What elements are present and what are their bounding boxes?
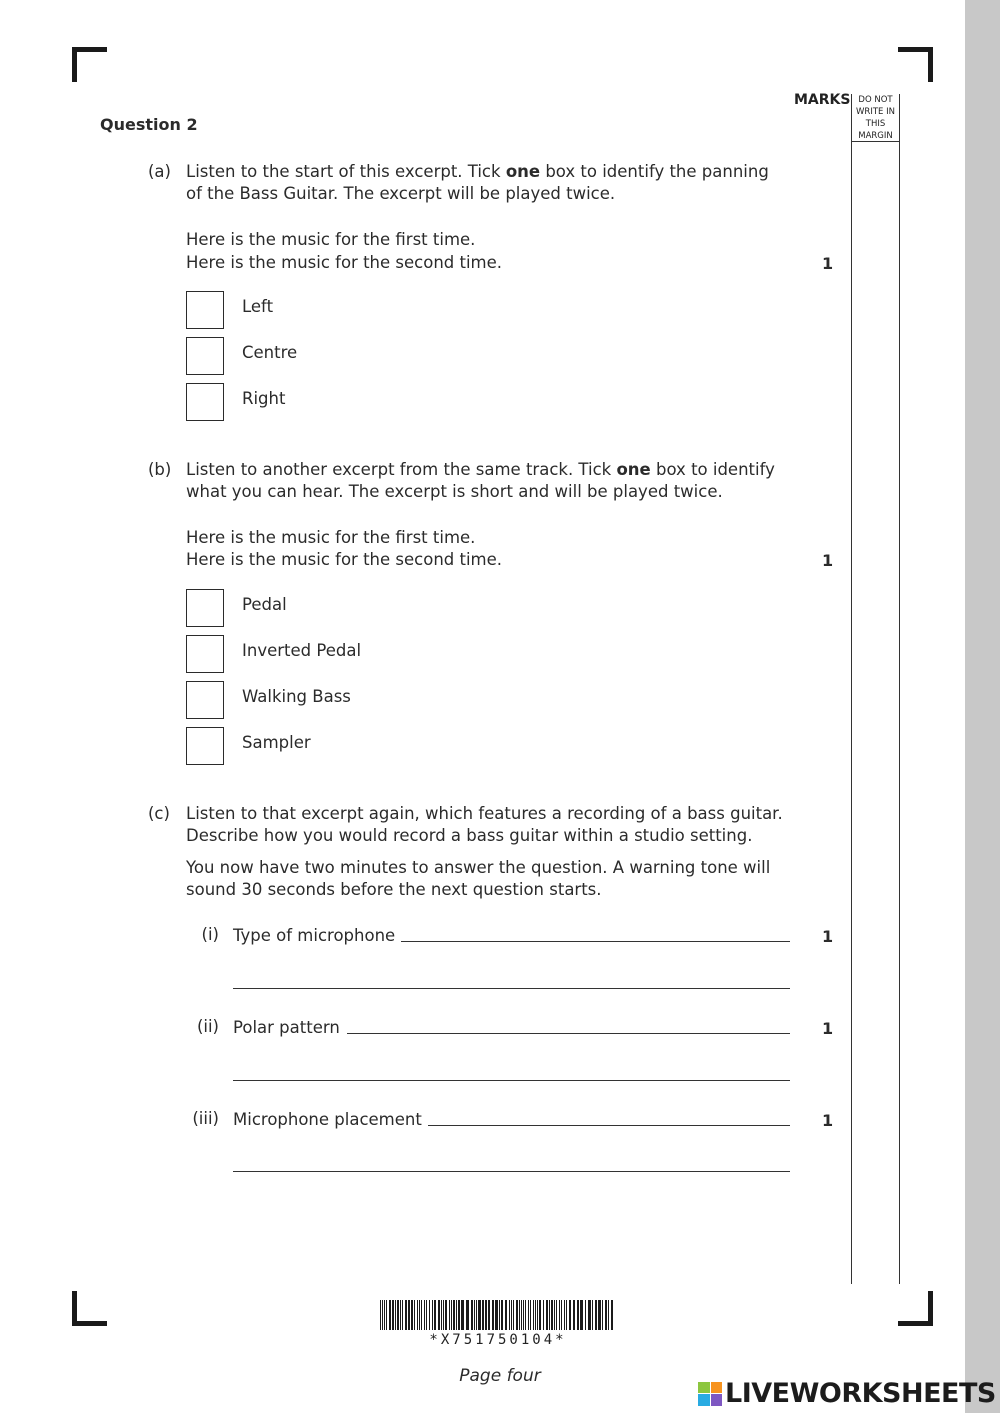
option-pedal-label: Pedal: [242, 595, 287, 614]
barcode-bar: [605, 1300, 607, 1330]
part-c-instruction-line2: sound 30 seconds before the next question starts.: [186, 880, 602, 899]
barcode-bar: [523, 1300, 524, 1330]
subpart-ii-marks: 1: [822, 1019, 834, 1038]
option-inverted-pedal-label: Inverted Pedal: [242, 641, 362, 660]
do-not-write-margin: [851, 94, 900, 1284]
part-b-number: (b): [148, 460, 172, 479]
checkbox-right[interactable]: [186, 383, 224, 421]
part-b-marks: 1: [822, 551, 834, 570]
subpart-i-label: Type of microphone: [233, 926, 396, 945]
barcode-bar: [525, 1300, 526, 1330]
barcode-bar: [577, 1300, 579, 1330]
liveworksheets-logo: [698, 1378, 996, 1409]
barcode-bar: [380, 1300, 381, 1330]
barcode-bar: [573, 1300, 575, 1330]
logo-tile-green: [698, 1382, 710, 1394]
part-a-number: (a): [148, 162, 171, 181]
part-c-prompt-line2: Describe how you would record a bass guitar within a studio setting.: [186, 826, 753, 845]
option-centre-label: Centre: [242, 343, 298, 362]
barcode-bar: [474, 1300, 475, 1330]
barcode-bar: [408, 1300, 410, 1330]
subpart-iii-label: Microphone placement: [233, 1110, 422, 1129]
barcode-bar: [478, 1300, 481, 1330]
barcode-bar: [397, 1300, 399, 1330]
crop-mark-bottom-left: [72, 1291, 107, 1326]
barcode-bar: [476, 1300, 477, 1330]
barcode-bar: [449, 1300, 450, 1330]
subpart-ii-number: (ii): [196, 1017, 219, 1036]
checkbox-left[interactable]: [186, 291, 224, 329]
type-of-microphone-input-line2[interactable]: [237, 965, 788, 989]
barcode-bar: [386, 1300, 387, 1330]
crop-mark-bottom-right: [898, 1291, 933, 1326]
barcode-bar: [488, 1300, 490, 1330]
barcode-bar: [608, 1300, 609, 1330]
barcode-bar: [501, 1300, 503, 1330]
barcode-bar: [400, 1300, 401, 1330]
option-sampler-label: Sampler: [242, 733, 311, 752]
barcode-bar: [598, 1300, 601, 1330]
liveworksheets-wordmark: LIVEWORKSHEETS: [725, 1378, 996, 1409]
barcode-bar: [432, 1300, 433, 1330]
barcode-bar: [456, 1300, 457, 1330]
subpart-iii-marks: 1: [822, 1111, 834, 1130]
type-of-microphone-input[interactable]: [405, 918, 788, 942]
barcode-bar: [530, 1300, 531, 1330]
question-title: Question 2: [100, 115, 198, 134]
logo-tile-purple: [711, 1394, 723, 1406]
subpart-ii-label: Polar pattern: [233, 1018, 340, 1037]
subpart-iii-number: (iii): [192, 1109, 219, 1128]
barcode-bar: [519, 1300, 520, 1330]
part-a-play-first: Here is the music for the first time.: [186, 230, 476, 249]
option-right-label: Right: [242, 389, 286, 408]
barcode-bar: [411, 1300, 413, 1330]
part-a-prompt-line1: Listen to the start of this excerpt. Tick one box to identify the panning: [186, 162, 769, 181]
barcode-bar: [485, 1300, 487, 1330]
barcode-bar: [546, 1300, 548, 1330]
barcode-bar: [561, 1300, 562, 1330]
barcode-bar: [421, 1300, 422, 1330]
barcode-bar: [471, 1300, 473, 1330]
checkbox-centre[interactable]: [186, 337, 224, 375]
option-left-label: Left: [242, 297, 274, 316]
checkbox-walking-bass[interactable]: [186, 681, 224, 719]
checkbox-inverted-pedal[interactable]: [186, 635, 224, 673]
barcode-bar: [602, 1300, 603, 1330]
subpart-i-marks: 1: [822, 927, 834, 946]
barcode-bar: [569, 1300, 571, 1330]
page-number: Page four: [459, 1366, 541, 1386]
barcode-bar: [492, 1300, 494, 1330]
barcode-bar: [482, 1300, 484, 1330]
barcode-bar: [554, 1300, 555, 1330]
barcode-bar: [611, 1300, 613, 1330]
logo-tile-blue: [698, 1394, 710, 1406]
barcode: [380, 1300, 616, 1330]
barcode-bar: [511, 1300, 512, 1330]
barcode-bar: [429, 1300, 430, 1330]
part-b-play-second: Here is the music for the second time.: [186, 550, 503, 569]
part-c-prompt-line1: Listen to that excerpt again, which features a recording of a bass guitar.: [186, 804, 783, 823]
part-c-number: (c): [148, 804, 170, 823]
barcode-bar: [384, 1300, 385, 1330]
crop-mark-top-right: [898, 47, 933, 82]
barcode-bar: [424, 1300, 425, 1330]
barcode-bar: [438, 1300, 440, 1330]
subpart-i-number: (i): [201, 925, 219, 944]
marks-column-header: MARKS: [794, 92, 851, 108]
barcode-bar: [453, 1300, 455, 1330]
barcode-bar: [441, 1300, 442, 1330]
part-a-prompt-line2: of the Bass Guitar. The excerpt will be played twice.: [186, 184, 616, 203]
barcode-bar: [564, 1300, 565, 1330]
barcode-bar: [535, 1300, 536, 1330]
barcode-bar: [402, 1300, 403, 1330]
part-b-prompt-line1: Listen to another excerpt from the same track. Tick one box to identify: [186, 460, 775, 479]
barcode-bar: [513, 1300, 514, 1330]
part-a-marks: 1: [822, 254, 834, 273]
barcode-bar: [414, 1300, 415, 1330]
barcode-bar: [466, 1300, 469, 1330]
barcode-bar: [395, 1300, 396, 1330]
part-b-prompt-line2: what you can hear. The excerpt is short and will be played twice.: [186, 482, 723, 501]
barcode-bar: [443, 1300, 444, 1330]
microphone-placement-input-line2[interactable]: [237, 1148, 788, 1172]
barcode-bar: [537, 1300, 538, 1330]
option-walking-bass-label: Walking Bass: [242, 687, 351, 706]
barcode-bar: [461, 1300, 464, 1330]
barcode-bar: [499, 1300, 500, 1330]
checkbox-sampler[interactable]: [186, 727, 224, 765]
part-c-instruction-line1: You now have two minutes to answer the question. A warning tone will: [186, 858, 771, 877]
liveworksheets-logo-icon: [698, 1382, 722, 1406]
barcode-bar: [580, 1300, 583, 1330]
barcode-bar: [426, 1300, 427, 1330]
barcode-bar: [445, 1300, 447, 1330]
margin-label: DO NOT WRITE IN THIS MARGIN: [856, 95, 895, 141]
barcode-bar: [592, 1300, 593, 1330]
crop-mark-top-left: [72, 47, 107, 82]
barcode-bar: [509, 1300, 510, 1330]
barcode-bar: [595, 1300, 597, 1330]
polar-pattern-input[interactable]: [351, 1010, 788, 1034]
part-b-play-first: Here is the music for the first time.: [186, 528, 476, 547]
barcode-number: *X751750104*: [429, 1332, 567, 1348]
polar-pattern-input-line2[interactable]: [237, 1057, 788, 1081]
barcode-bar: [543, 1300, 544, 1330]
barcode-bar: [588, 1300, 591, 1330]
barcode-bar: [551, 1300, 553, 1330]
barcode-bar: [417, 1300, 418, 1330]
barcode-bar: [434, 1300, 436, 1330]
barcode-bar: [556, 1300, 557, 1330]
barcode-bar: [585, 1300, 586, 1330]
barcode-bar: [495, 1300, 498, 1330]
barcode-bar: [405, 1300, 407, 1330]
checkbox-pedal[interactable]: [186, 589, 224, 627]
barcode-bar: [533, 1300, 534, 1330]
right-scroll-strip: [965, 0, 1000, 1413]
barcode-bar: [539, 1300, 541, 1330]
barcode-bar: [505, 1300, 507, 1330]
barcode-bar: [566, 1300, 567, 1330]
logo-tile-orange: [711, 1382, 723, 1394]
barcode-bar: [451, 1300, 452, 1330]
barcode-bar: [392, 1300, 394, 1330]
barcode-bar: [458, 1300, 460, 1330]
barcode-bar: [549, 1300, 550, 1330]
barcode-bar: [521, 1300, 522, 1330]
part-a-play-second: Here is the music for the second time.: [186, 253, 503, 272]
barcode-bar: [382, 1300, 383, 1330]
barcode-bar: [419, 1300, 420, 1330]
barcode-bar: [389, 1300, 391, 1330]
microphone-placement-input[interactable]: [432, 1102, 788, 1126]
margin-divider: [851, 141, 900, 142]
barcode-bar: [516, 1300, 518, 1330]
barcode-bar: [559, 1300, 560, 1330]
barcode-bar: [528, 1300, 529, 1330]
